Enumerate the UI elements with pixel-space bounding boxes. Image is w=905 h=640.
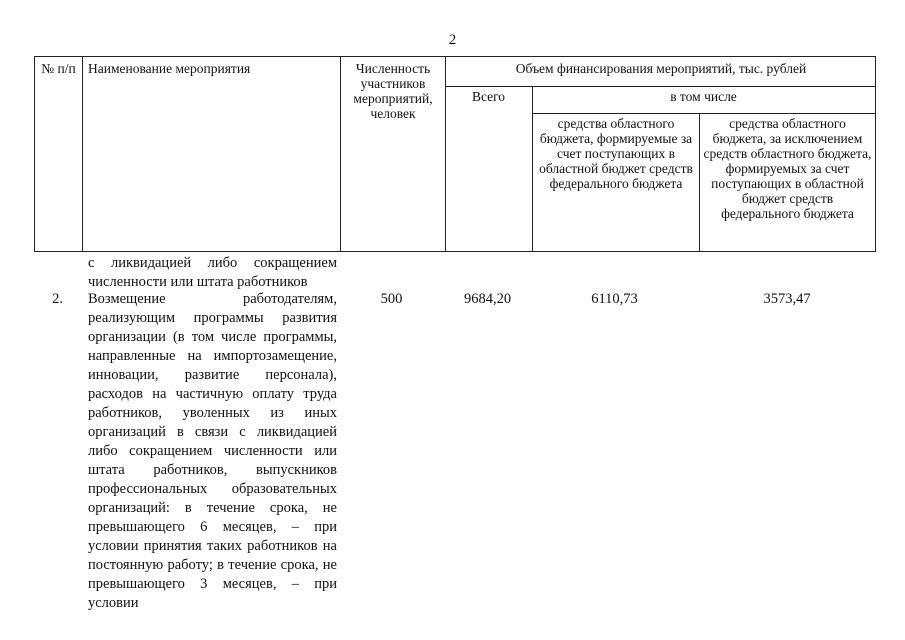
row2-federal: 6110,73	[591, 291, 638, 307]
row-divider	[445, 86, 875, 87]
col-divider	[340, 57, 341, 251]
header-federal-funds: средства областного бюджета, формируемые за счет поступающих в областной бюджет средств федерального бюджета	[539, 116, 693, 191]
header-including: в том числе	[670, 89, 737, 104]
header-no: № п/п	[41, 61, 76, 76]
col-divider	[532, 86, 533, 251]
row2-name: Возмещение работодателям, реализующим программы развития организации (в том числе программы, направленные на импортозамещение, инновации, развитие персонала), расходов на частичную оплату труда работников, уволенных из иных организаций в связи с ликвидацией либо сокращением численности или штата работников, выпускников профессиональных образовательных организаций: в течение срока, не превышающего 6 месяцев, – при условии принятия таких работников на постоянную работу; в течение срока, не превышающего 3 месяцев, – при условии	[88, 291, 337, 611]
header-name: Наименование мероприятия	[88, 61, 251, 76]
row2-participants: 500	[380, 291, 403, 307]
continuation-text: с ликвидацией либо сокращением численности или штата работников	[88, 255, 337, 290]
header-total: Всего	[471, 89, 506, 104]
header-regional-funds: средства областного бюджета, за исключением средств областного бюджета, формируемых за счет поступающих в областной бюджет средств федерального бюджета	[703, 116, 872, 221]
header-financing: Объем финансирования мероприятий, тыс. рублей	[515, 61, 807, 76]
row2-total: 9684,20	[463, 291, 512, 307]
row2-regional: 3573,47	[763, 291, 811, 307]
header-participants: Численность участников мероприятий, человек	[353, 61, 433, 121]
col-divider	[82, 57, 83, 251]
col-divider	[699, 113, 700, 251]
row2-number: 2.	[52, 291, 63, 307]
row-divider	[532, 113, 875, 114]
page-number: 2	[448, 32, 457, 48]
table-header	[34, 56, 876, 252]
